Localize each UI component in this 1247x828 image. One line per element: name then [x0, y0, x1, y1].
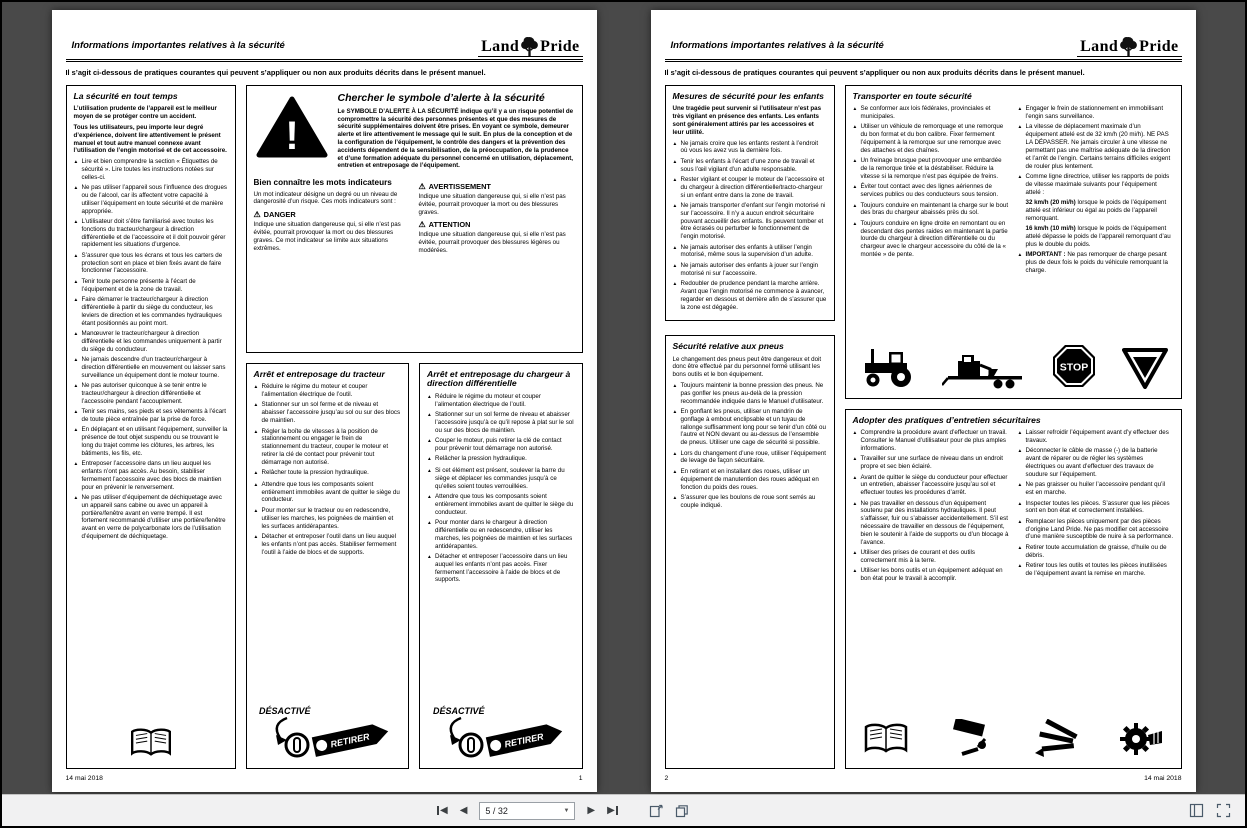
- footer-date: 14 mai 2018: [65, 775, 103, 782]
- list-item: ▲ Toujours conduire en maintenant la charge sur le bout des bras du chargeur abaissés près du sol.: [852, 201, 1009, 217]
- bullet-icon: ▲: [73, 428, 79, 434]
- bullet-icon: ▲: [1017, 253, 1023, 259]
- bullet-icon: ▲: [73, 253, 79, 259]
- list-item: ▲ Utiliser un véhicule de remorquage et une remorque du bon format et du bon calibre. Fixer fermement l’équipement à la remorque sur une remorque avec des attaches et des chaînes.: [852, 123, 1004, 154]
- page1-content: [66, 85, 583, 769]
- bullet-icon: ▲: [672, 245, 678, 251]
- bullet-icon: ▲: [73, 298, 79, 304]
- bullet-icon: ▲: [253, 471, 259, 477]
- caution-signal: [419, 220, 575, 229]
- bullet-icon: ▲: [672, 451, 678, 457]
- bullet-icon: ▲: [427, 394, 432, 400]
- bullet-icon: ▲: [73, 462, 79, 468]
- transport-safety-box: [845, 85, 1182, 399]
- off-label: DÉSACTIVÉ: [432, 706, 485, 717]
- landpride-logo: [1077, 36, 1181, 60]
- list-item: ▲ Avant de quitter le siège du conducteur pour effectuer un entretien, abaisser l’accessoire jusqu’au sol et effectuer toutes les procédures d’arrêt.: [852, 473, 1008, 497]
- safety-alert-icon: ⚠: [253, 209, 261, 219]
- list-item: ▲ Ne jamais descendre d’un tracteur/chargeur à direction différentielle en mouvement ou laisser sans surveillance un équipement dont le moteur tourne.: [73, 355, 226, 379]
- loader-on-trailer-icon: [942, 347, 1026, 392]
- export-page-button[interactable]: [649, 804, 663, 818]
- tree-icon: [1119, 36, 1138, 55]
- page-indicator: 5 / 32: [485, 805, 508, 816]
- bullet-icon: ▲: [427, 413, 432, 419]
- bullet-icon: ▲: [1017, 431, 1023, 437]
- list-item: ▲ Attendre que tous les composants soient entièrement immobiles avant de quitter le siège du conducteur.: [427, 493, 574, 516]
- page-navigation: [436, 795, 689, 826]
- maintenance-right-list: [1018, 429, 1174, 585]
- logo-word-land: Land: [481, 38, 520, 55]
- bullet-icon: ▲: [1017, 519, 1023, 525]
- read-manual-icon: [129, 721, 173, 762]
- list-item: ▲ Relâcher toute la pression hydraulique.: [254, 469, 402, 478]
- list-item: ▲ Réduire le régime du moteur et couper l’alimentation électrique de l’outil.: [427, 392, 541, 408]
- list-item: ▲ Retirer toute accumulation de graisse, d’huile ou de débris.: [1017, 543, 1167, 559]
- bullet-icon: ▲: [73, 279, 79, 285]
- bullet-icon: ▲: [1017, 501, 1023, 507]
- svg-text:!: !: [284, 113, 299, 158]
- warning-label: AVERTISSEMENT: [428, 182, 491, 192]
- list-item: ▲ Comprendre la procédure avant d’effectuer un travail. Consulter le Manuel d’utilisateur pour de plus amples informations.: [852, 429, 1007, 452]
- bullet-icon: ▲: [73, 384, 79, 389]
- bullet-icon: ▲: [427, 521, 432, 527]
- list-item: ▲ Tenir ses mains, ses pieds et ses vêtements à l’écart de toute pièce entraînée par la prise de force.: [73, 408, 226, 423]
- bullet-icon: ▲: [253, 403, 259, 409]
- page-footer: [665, 769, 1182, 782]
- remove-label: RETIRER: [503, 731, 545, 750]
- bullet-icon: ▲: [73, 495, 79, 501]
- caution-label: ATTENTION: [428, 220, 471, 230]
- danger-label: DANGER: [263, 210, 296, 220]
- intro-paragraph: Il s’agit ci-dessous de pratiques courantes qui peuvent s’appliquer ou non aux produits décrits dans le présent manuel.: [65, 68, 486, 77]
- page-1: [52, 10, 597, 792]
- list-item: ▲ Travailler sur une surface de niveau dans un endroit propre et sec bien éclairé.: [852, 455, 1004, 471]
- box-title: La sécurité en tout temps: [73, 90, 178, 101]
- maintenance-left-list: [853, 429, 1009, 585]
- bullet-icon: ▲: [1017, 545, 1023, 551]
- children-safety-box: [665, 85, 835, 321]
- sidebar-toggle-button[interactable]: [1189, 803, 1204, 818]
- page-select[interactable]: [479, 802, 575, 820]
- sharp-tools-hazard-icon: [1033, 719, 1079, 762]
- list-item: ▲ Ne jamais autoriser des enfants à jouer sur l’engin motorisé ni sur l’accessoire.: [672, 261, 819, 277]
- bullet-icon: ▲: [852, 221, 858, 227]
- bullet-icon: ▲: [672, 469, 678, 475]
- skidsteer-shutdown-list: [427, 393, 575, 587]
- tractor-shutdown-list: [254, 383, 402, 559]
- list-item: ▲ IMPORTANT : Ne pas remorquer de charge pesant plus de deux fois le poids du véhicule remorquant la charge.: [1017, 251, 1168, 274]
- bullet-icon: ▲: [672, 159, 678, 165]
- crush-hazard-icon: [948, 719, 994, 762]
- ignition-key-removal-figure: [257, 699, 397, 762]
- prev-arrow-icon: ◀: [440, 804, 448, 816]
- bullet-icon: ▲: [427, 469, 432, 475]
- tire-safety-list: [673, 382, 827, 512]
- logo-word-land: Land: [1080, 38, 1119, 55]
- bullet-icon: ▲: [427, 495, 432, 501]
- bullet-icon: ▲: [852, 185, 858, 191]
- list-item: ▲ Attendre que tous les composants soient entièrement immobiles avant de quitter le siège du conducteur.: [253, 480, 400, 504]
- lead-paragraph: Tous les utilisateurs, peu importe leur degré d’expérience, doivent lire attentivement le présent manuel et tout autre manuel connexe avant l’utilisation de l’engin motorisé et de cet accessoire.: [73, 123, 227, 155]
- maintenance-pictograms: [853, 719, 1174, 762]
- remove-label: RETIRER: [329, 731, 371, 750]
- first-page-button[interactable]: [436, 806, 448, 816]
- bullet-icon: ▲: [73, 186, 79, 192]
- list-item: ▲ Ne pas utiliser d’équipement de déchiquetage avec un appareil sans cabine ou avec un appareil à portière/fenêtre avant en verre trempé. Il est fortement recommandé d’utiliser une portière/fenêtre avant en verre de polycarbonate lors de l’utilisation d’équipement de déchiquetage.: [73, 493, 226, 540]
- list-item: ▲ En déplaçant et en utilisant l’équipement, surveiller la présence de tout objet suspendu ou se trouvant le long du trajet comme les clôtures, les arbres, les bâtiments, les fils, etc.: [73, 426, 228, 457]
- tire-safety-box: [665, 335, 835, 769]
- warning-signal: [419, 182, 575, 191]
- view-tools: [1189, 795, 1231, 826]
- box-title: Sécurité relative aux pneus: [672, 340, 784, 351]
- list-item: ▲ Ne jamais autoriser des enfants à utiliser l’engin motorisé, même sous la supervision d’un adulte.: [672, 243, 813, 259]
- sidebar-icon: [1189, 803, 1204, 818]
- list-item: ▲ Éviter tout contact avec des lignes aériennes de services publics ou des conducteurs sous tension.: [852, 183, 999, 199]
- list-item: ▲ Couper le moteur, puis retirer la clé de contact pour prévenir tout démarrage non autorisé.: [427, 437, 562, 452]
- list-item: ▲ Comme ligne directrice, utiliser les rapports de poids de vitesse maximale suivants pour l’équipement attelé :: [1017, 172, 1170, 196]
- list-item: ▲ Stationner sur un sol ferme de niveau et abaisser l’accessoire jusqu’à ce qu’il repose à plat sur le sol ou sur des blocs de maintien.: [427, 411, 574, 434]
- list-item: ▲ Réduire le régime du moteur et couper l’alimentation électrique de l’outil.: [253, 383, 368, 399]
- bullet-icon: ▲: [73, 331, 79, 337]
- box-title: Chercher le symbole d’alerte à la sécurité: [337, 91, 545, 104]
- list-item: ▲ Régler la boîte de vitesses à la position de stationnement ou engager le frein de stationnement du tracteur, couper le moteur et retirer la clé de contact pour prévenir tout démarrage non autorisé.: [253, 427, 389, 466]
- list-item: ▲ Ne jamais transporter d’enfant sur l’engin motorisé ni sur l’accessoire. Il n’y a aucun endroit sécuritaire pouvant accueillir des enfants. Ils peuvent tomber et être écrasés ou perturber le fonctionnement de l’engin motorisé.: [672, 201, 826, 241]
- lead-paragraph: L’utilisation prudente de l’appareil est le meilleur moyen de se protéger contre un accident.: [73, 105, 217, 121]
- safety-alert-symbol-box: [246, 85, 583, 353]
- list-item: ▲ Ne pas graisser ou huiler l’accessoire pendant qu’il est en marche.: [1017, 481, 1166, 497]
- list-item: ▲ Remplacer les pièces uniquement par des pièces d’origine Land Pride. Ne pas modifier cet accessoire d’une manière susceptible de nuire à sa performance.: [1017, 517, 1174, 541]
- list-item: ▲ Tenir les enfants à l’écart d’une zone de travail et sous l’œil vigilant d’un adulte responsable.: [672, 157, 815, 173]
- bullet-icon: ▲: [852, 569, 858, 575]
- safety-alert-icon: ⚠: [418, 220, 426, 230]
- page-header: [665, 22, 1182, 62]
- transport-right-list: [1018, 105, 1174, 277]
- landpride-logo: [478, 36, 582, 60]
- bullet-icon: ▲: [73, 357, 79, 363]
- entanglement-hazard-icon: [1118, 719, 1164, 762]
- list-item: ▲ Détacher et entreposer l’outil dans un lieu auquel les enfants n’ont pas accès. Stabiliser fermement l’outil à l’aide de blocs et de supports.: [253, 532, 397, 556]
- bullet-icon: ▲: [73, 220, 79, 225]
- list-item: ▲ Engager le frein de stationnement en immobilisant l’engin sans surveillance.: [1017, 105, 1164, 121]
- last-page-button[interactable]: [607, 806, 619, 816]
- list-item: 32 km/h (20 mi/h) lorsque le poids de l’équipement attelé est inférieur ou égal au poids de l’appareil remorquant.: [1018, 199, 1174, 222]
- bullet-icon: ▲: [427, 554, 432, 560]
- safety-list: [74, 158, 228, 543]
- bullet-icon: ▲: [672, 495, 678, 501]
- page-2: [651, 10, 1196, 792]
- header-title: Informations importantes relatives à la sécurité: [71, 40, 285, 51]
- list-item: ▲ Laisser refroidir l’équipement avant d’y effectuer des travaux.: [1017, 429, 1169, 445]
- bullet-icon: ▲: [852, 551, 858, 556]
- list-item: ▲ Utiliser des prises de courant et des outils correctement mis à la terre.: [852, 549, 976, 564]
- bullet-icon: ▲: [253, 534, 259, 540]
- transport-graphics: [853, 341, 1174, 392]
- box-title: Mesures de sécurité pour les enfants: [672, 90, 824, 101]
- list-item: ▲ L’utilisateur doit s’être familiarisé avec toutes les fonctions du tracteur/chargeur à direction différentielle et de l’accessoire et il doit pouvoir gérer rapidement les situations d’urgence.: [73, 218, 226, 249]
- svg-text:STOP: STOP: [1059, 361, 1088, 374]
- list-item: ▲ Faire démarrer le tracteur/chargeur à direction différentielle à partir du siège du conducteur, les leviers de direction et les commandes hydrauliques étant positionnés au point mort.: [73, 296, 222, 327]
- pages-view-button[interactable]: [675, 804, 689, 818]
- bullet-icon: ▲: [672, 141, 678, 147]
- list-item: ▲ S’assurer que les boulons de roue sont serrés au couple indiqué.: [672, 493, 816, 509]
- logo-word-pride: Pride: [540, 38, 580, 55]
- tree-icon: [520, 36, 539, 55]
- tractor-icon: [859, 347, 917, 392]
- previous-page-button[interactable]: [460, 806, 468, 816]
- list-item: ▲ Stationner sur un sol ferme et de niveau et abaisser l’accessoire jusqu’au sol ou sur des blocs de maintien.: [253, 401, 401, 425]
- warning-text: Indique une situation dangereuse qui, si elle n’est pas évitée, pourrait provoquer la mort ou des blessures graves.: [418, 193, 566, 216]
- next-page-button[interactable]: [587, 806, 595, 816]
- bullet-icon: ▲: [73, 410, 79, 416]
- box-title: Arrêt et entreposage du tracteur: [253, 368, 385, 379]
- bullet-icon: ▲: [253, 385, 259, 391]
- bullet-icon: ▲: [852, 501, 858, 507]
- bullet-icon: ▲: [672, 263, 678, 269]
- list-item: ▲ Relâcher la pression hydraulique.: [427, 455, 575, 464]
- list-item: ▲ Redoubler de prudence pendant la marche arrière. Avant que l’engin motorisé ne commence à avancer, regarder en dessous et derrière afin de s’assurer que la zone est dégagée.: [672, 280, 827, 311]
- bullet-icon: ▲: [852, 203, 858, 209]
- list-item: ▲ Ne pas utiliser l’appareil sous l’influence des drogues ou de l’alcool, car ils affectent votre capacité à utiliser l’équipement en toute sécurité et de manière appropriée.: [73, 184, 227, 215]
- header-title: Informations importantes relatives à la sécurité: [670, 40, 884, 51]
- read-manual-icon: [863, 722, 909, 759]
- smv-emblem-icon: [1122, 347, 1168, 392]
- bullet-icon: ▲: [73, 160, 79, 166]
- tires-lead: Le changement des pneus peut être dangereux et doit donc être effectué par du personnel formé utilisant les bons outils et le bon équipement.: [672, 355, 822, 379]
- ignition-key-removal-figure: [431, 699, 571, 762]
- caution-text: Indique une situation dangereuse qui, si elle n’est pas évitée, pourrait provoquer des blessures légères ou modérées.: [418, 231, 566, 254]
- warning-triangle-icon: [254, 92, 330, 171]
- list-item: ▲ Tenir toute personne présente à l’écart de l’équipement et de la zone de travail.: [73, 277, 196, 293]
- bullet-icon: ▲: [427, 439, 432, 445]
- bullet-icon: ▲: [852, 125, 858, 131]
- bullet-icon: ▲: [1017, 125, 1023, 131]
- maintenance-practices-box: [845, 409, 1182, 769]
- intro-paragraph: Il s’agit ci-dessous de pratiques courantes qui peuvent s’appliquer ou non aux produits décrits dans le présent manuel.: [664, 68, 1085, 77]
- list-item: ▲ Lire et bien comprendre la section « Étiquettes de sécurité ». Lire toutes les instructions notées sur celles-ci.: [73, 158, 218, 181]
- page-export-icon: [649, 804, 663, 818]
- list-item: ▲ Toujours maintenir la bonne pression des pneus. Ne pas gonfler les pneus au-delà de la pression recommandée indiquée dans le Manuel d’utilisateur.: [672, 381, 824, 405]
- lead-paragraph: Une tragédie peut survenir si l’utilisateur n’est pas très vigilant en présence des enfants. Les enfants sont généralement attirés par les accessoires et leur utilité.: [672, 105, 822, 136]
- bullet-icon: ▲: [852, 159, 858, 165]
- pages-container: [2, 2, 1245, 792]
- list-item: ▲ Rester vigilant et couper le moteur de l’accessoire et du chargeur à direction différentielle/tracto-chargeur si un enfant entre dans la zone de travail.: [672, 175, 825, 199]
- list-item: ▲ Détacher et entreposer l’accessoire dans un lieu auquel les enfants n’ont pas accès. Fixer fermement l’accessoire à l’aide de blocs et de supports.: [427, 552, 568, 584]
- off-label: DÉSACTIVÉ: [259, 706, 311, 717]
- bullet-icon: ▲: [852, 431, 858, 437]
- bullet-icon: ▲: [1017, 174, 1023, 180]
- safety-anytime-box: [66, 85, 236, 769]
- bullet-icon: ▲: [253, 429, 259, 435]
- footer-date: 14 mai 2018: [1144, 775, 1182, 782]
- next-arrow-icon: ▶: [607, 804, 615, 816]
- box-title: Transporter en toute sécurité: [852, 90, 972, 101]
- bullet-icon: ▲: [427, 457, 432, 463]
- footer-page-number: 2: [664, 775, 669, 782]
- children-safety-list: [673, 140, 827, 314]
- bullet-icon: ▲: [1017, 483, 1023, 489]
- bullet-icon: ▲: [253, 482, 259, 488]
- bullet-icon: ▲: [672, 282, 678, 288]
- list-item: ▲ Si cet élément est présent, soulever la barre du siège et déplacer les commandes jusqu’à ce qu’elles soient toutes verrouillées.: [427, 467, 565, 490]
- bar-icon: [437, 806, 439, 815]
- signal-words-header: Bien connaître les mots indicateurs: [253, 178, 392, 188]
- bullet-icon: [1018, 199, 1026, 222]
- bullet-icon: ▲: [253, 508, 259, 514]
- list-item: ▲ Utiliser les bons outils et un équipement adéquat en bon état pour le travail à accomplir.: [852, 567, 1003, 583]
- box-title: Arrêt et entreposage du chargeur à direction différentielle: [427, 368, 571, 389]
- box-title: Adopter des pratiques d’entretien sécuritaires: [852, 414, 1041, 425]
- bullet-icon: ▲: [1017, 107, 1023, 113]
- list-item: ▲ Pour monter dans le chargeur à direction différentielle ou en redescendre, utiliser les marches, les poignées de maintien et les surfaces antidérapantes.: [427, 519, 573, 550]
- list-item: ▲ Un freinage brusque peut provoquer une embardée de la remorque tirée et la déstabiliser. Réduire la vitesse si la remorque n’est pas équipée de freins.: [852, 157, 1002, 180]
- list-item: ▲ Entreposer l’accessoire dans un lieu auquel les enfants n’ont pas accès. Au besoin, stabiliser fermement l’accessoire avec des blocs de maintien pour en prévenir le renversement.: [73, 460, 222, 491]
- bullet-icon: ▲: [852, 475, 858, 481]
- stop-sign-icon: [1051, 343, 1097, 392]
- bullet-icon: ▲: [672, 203, 678, 209]
- page-footer: [66, 769, 583, 782]
- bullet-icon: ▲: [672, 410, 678, 415]
- list-item: ▲ Ne jamais croire que les enfants restent à l’endroit où vous les avez vus la dernière fois.: [672, 139, 819, 155]
- skidsteer-shutdown-box: [419, 363, 583, 769]
- list-item: ▲ Ne pas autoriser quiconque à se tenir entre le tracteur/chargeur à direction différentielle et l’accessoire pendant l’accouplement.: [73, 382, 207, 405]
- list-item: ▲ En retirant et en installant des roues, utiliser un équipement de manutention des roues adéquat en fonction du poids des roues.: [672, 467, 819, 491]
- bullet-icon: ▲: [672, 383, 678, 389]
- page2-content: [665, 85, 1182, 769]
- fullscreen-button[interactable]: [1216, 803, 1231, 818]
- signal-words-intro: Un mot indicateur désigne un degré ou un niveau de dangerosité d’un risque. Ces mots indicateurs sont :: [253, 190, 398, 206]
- danger-signal: [254, 210, 410, 219]
- list-item: ▲ En gonflant les pneus, utiliser un mandrin de gonflage à embout enclipsable et un tuyau de rallonge suffisamment long pour se tenir d’un côté ou l’autre et NON devant ou au-dessus de l’ensemble de pneus. Utiliser une cage de sécurité si possible.: [672, 408, 826, 447]
- safety-alert-icon: ⚠: [418, 181, 426, 191]
- list-item: ▲ Lors du changement d’une roue, utiliser l’équipement de levage de façon sécuritaire.: [672, 449, 826, 465]
- list-item: ▲ Toujours conduire en ligne droite en remontant ou en descendant des pentes raides en maintenant la partie lourde du chargeur à direction différentielle ou du chargeur avec le chargeur accessoire du côté de la « montée » de pente.: [852, 219, 1008, 259]
- bullet-icon: ▲: [852, 107, 858, 113]
- list-item: ▲ Déconnecter le câble de masse (-) de la batterie avant de réparer ou de régler les systèmes électriques ou avant d’effectuer des travaux de soudure sur l’équipement.: [1017, 447, 1158, 478]
- tractor-shutdown-box: [246, 363, 410, 769]
- pdf-toolbar: [2, 794, 1245, 826]
- list-item: ▲ S’assurer que tous les écrans et tous les carters de protection sont en place et bien fixés avant de faire fonctionner l’accessoire.: [73, 251, 223, 275]
- fullscreen-icon: [1216, 803, 1231, 818]
- list-item: ▲ Manœuvrer le tracteur/chargeur à direction différentielle et les commandes uniquement à partir du siège du conducteur.: [73, 329, 222, 353]
- danger-text: Indique une situation dangereuse qui, si elle n’est pas évitée, pourrait provoquer la mort ou des blessures graves. Ce mot indicateur se limite aux situations extrêmes.: [253, 221, 401, 252]
- list-item: ▲ La vitesse de déplacement maximale d’un équipement attelé est de 32 km/h (20 mi/h). NE PAS LA DÉPASSER. Ne jamais circuler à une vitesse ne permettant pas une maîtrise adéquate de la direction et l’arrêt de l’engin. Certains terrains difficiles exigent de rouler plus lentement.: [1017, 123, 1171, 170]
- symbol-body-text: Le SYMBOLE D’ALERTE À LA SÉCURITÉ indique qu’il y a un risque potentiel de compromettre la sécurité des personnes présentes et que des mesures de sécurité supplémentaires doivent être prises. En voyant ce symbole, demeurer alerte et lire attentivement le message qui le suit. En plus de la conception et de la configuration de l’équipement, le contrôle des dangers et la prévention des accidents dépendent de la sensibilisation, de la préoccupation, de la prudence et d’une formation adéquate du personnel concerné en utilisation, déplacement, entretien et entreposage de l’équipement.: [337, 107, 574, 170]
- next-arrow-icon: ▶: [587, 804, 596, 816]
- prev-arrow-icon: ◀: [459, 804, 468, 816]
- dropdown-caret-icon: ▼: [563, 807, 570, 814]
- footer-page-number: 1: [578, 775, 583, 782]
- list-item: ▲ Pour monter sur le tracteur ou en redescendre, utiliser les marches, les poignées de maintien et les surfaces antidérapantes.: [253, 506, 394, 530]
- page-header: [66, 22, 583, 62]
- list-item: ▲ Ne pas travailler en dessous d’un équipement soutenu par des installations hydrauliques. Il peut s’affaisser, fuir ou s’abaisser accidentellement. S’il est nécessaire de travailler en dessous de l’équipement, bien le soutenir à l’aide de supports ou d’un blocage à l’avance.: [852, 499, 1009, 546]
- transport-left-list: [853, 105, 1009, 277]
- logo-word-pride: Pride: [1139, 38, 1179, 55]
- list-item: 16 km/h (10 mi/h) lorsque le poids de l’équipement attelé dépasse le poids de l’appareil remorquant d’au plus le double du poids.: [1018, 225, 1174, 248]
- bar-icon: [616, 806, 618, 815]
- bullet-icon: ▲: [1017, 564, 1023, 569]
- list-item: ▲ Se conformer aux lois fédérales, provinciales et municipales.: [852, 105, 991, 121]
- list-item: ▲ Retirer tous les outils et toutes les pièces inutilisées de l’équipement avant la remise en marche.: [1017, 562, 1167, 577]
- bullet-icon: ▲: [672, 177, 678, 183]
- pages-stack-icon: [675, 804, 689, 818]
- bullet-icon: ▲: [852, 457, 858, 463]
- bullet-icon: ▲: [1017, 449, 1023, 455]
- list-item: ▲ Inspecter toutes les pièces. S’assurer que les pièces sont en bon état et correctement installées.: [1017, 499, 1170, 515]
- bullet-icon: [1018, 225, 1026, 248]
